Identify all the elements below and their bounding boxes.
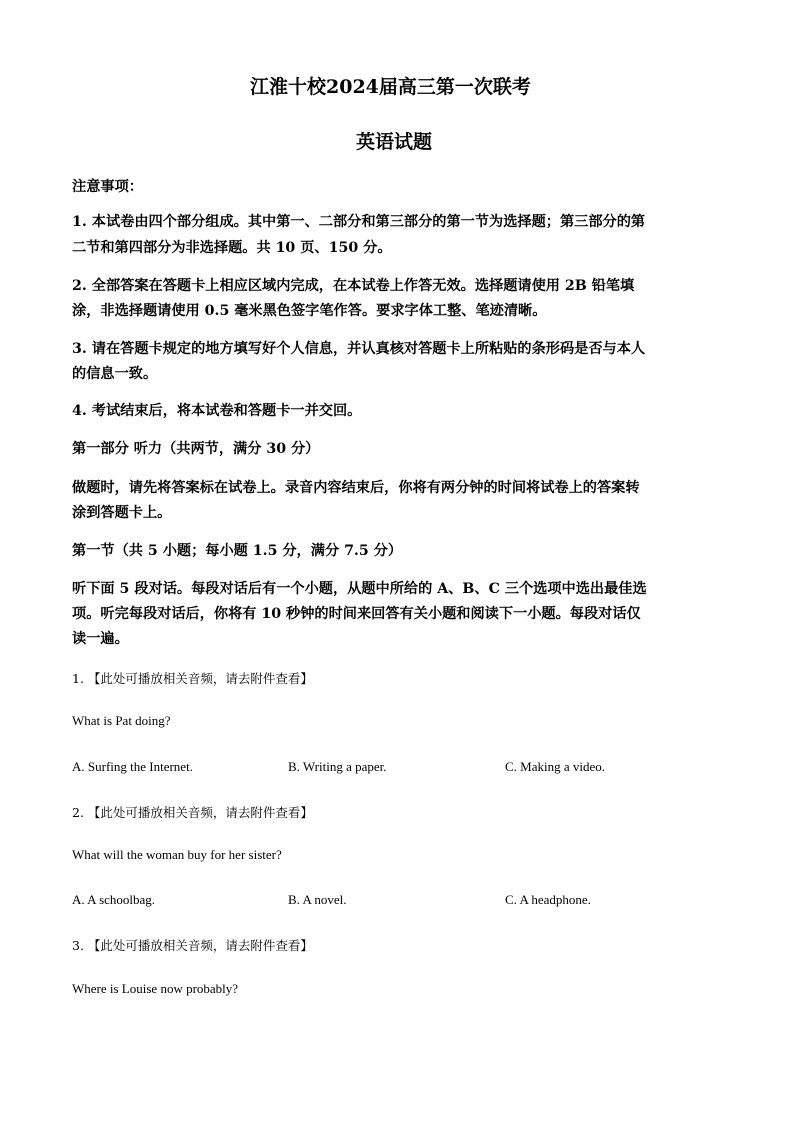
q2-option-a: A. A schoolbag.: [72, 892, 156, 907]
q3-audio-placeholder[interactable]: 3. 【此处可播放相关音频，请去附件查看】: [72, 938, 313, 953]
exam-subtitle: 英语试题: [356, 131, 433, 153]
q2-option-c: C. A headphone.: [505, 892, 591, 907]
note-3-line-2: 的信息一致。: [72, 366, 158, 382]
q2-question: What will the woman buy for her sister?: [72, 847, 282, 862]
exam-title: 江淮十校2024届高三第一次联考: [250, 76, 531, 98]
note-1-line-1: 1. 本试卷由四个部分组成。其中第一、二部分和第三部分的第一节为选择题；第三部分的第: [72, 214, 646, 230]
note-2-line-1: 2. 全部答案在答题卡上相应区域内完成，在本试卷上作答无效。选择题请使用 2B 铅笔填: [72, 278, 635, 294]
q1-option-c: C. Making a video.: [505, 759, 606, 774]
note-4: 4. 考试结束后，将本试卷和答题卡一并交回。: [72, 403, 362, 419]
part1-instruction-line-2: 涂到答题卡上。: [72, 505, 172, 521]
note-1-line-2: 二节和第四部分为非选择题。共 10 页、150 分。: [72, 240, 392, 256]
q3-question: Where is Louise now probably?: [72, 981, 239, 996]
section1-heading: 第一节（共 5 小题；每小题 1.5 分，满分 7.5 分）: [72, 543, 403, 559]
q1-audio-placeholder[interactable]: 1. 【此处可播放相关音频，请去附件查看】: [72, 671, 313, 686]
q2-audio-placeholder[interactable]: 2. 【此处可播放相关音频，请去附件查看】: [72, 805, 313, 820]
q1-question: What is Pat doing?: [72, 713, 171, 728]
part1-heading: 第一部分 听力（共两节，满分 30 分）: [72, 441, 320, 457]
q1-option-b: B. Writing a paper.: [288, 759, 387, 774]
section1-instruction-line-3: 读一遍。: [72, 631, 129, 647]
note-3-line-1: 3. 请在答题卡规定的地方填写好个人信息，并认真核对答题卡上所粘贴的条形码是否与本人: [72, 341, 646, 357]
section1-instruction-line-2: 项。听完每段对话后，你将有 10 秒钟的时间来回答有关小题和阅读下一小题。每段对话仅: [72, 606, 641, 622]
notes-heading: 注意事项：: [72, 179, 143, 195]
section1-instruction-line-1: 听下面 5 段对话。每段对话后有一个小题，从题中所给的 A、B、C 三个选项中选出最佳选: [72, 581, 647, 597]
note-2-line-2: 涂，非选择题请使用 0.5 毫米黑色签字笔作答。要求字体工整、笔迹清晰。: [72, 303, 547, 319]
part1-instruction-line-1: 做题时，请先将答案标在试卷上。录音内容结束后，你将有两分钟的时间将试卷上的答案转: [72, 480, 640, 496]
q1-option-a: A. Surfing the Internet.: [72, 759, 193, 774]
q2-option-b: B. A novel.: [288, 892, 347, 907]
